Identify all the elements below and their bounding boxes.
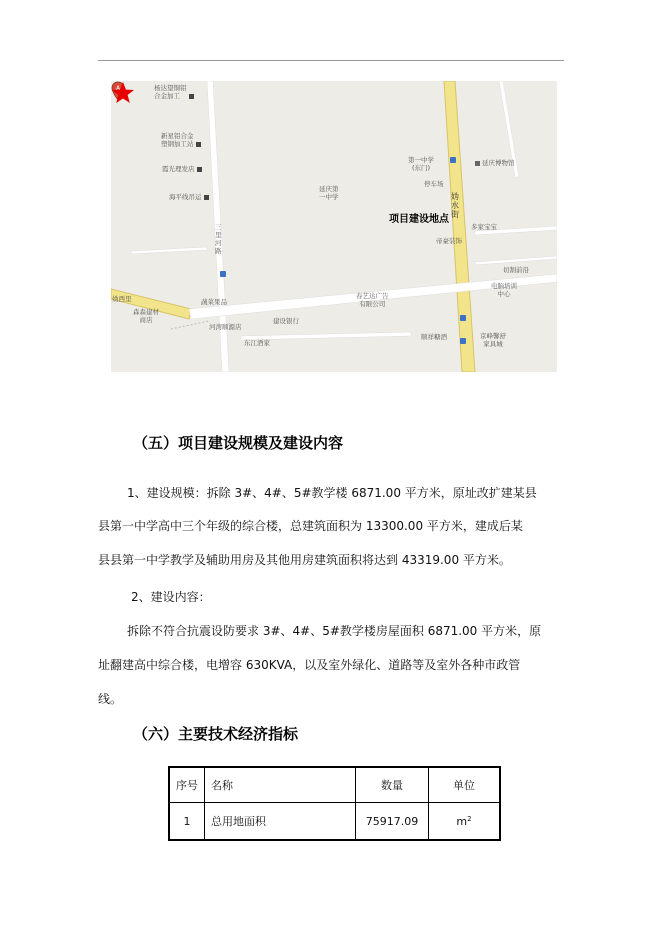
map-label-school-east-gate: 第一中学 (东门) [408, 156, 434, 172]
map-label-west: 妫西里 [112, 295, 132, 303]
header-rule [98, 60, 564, 61]
map-label-duojiabaobao: 多家宝宝 [471, 223, 497, 231]
cell-unit: $m^2$ [429, 803, 501, 841]
cell-name: 总用地面积 [205, 803, 356, 841]
content-paragraph-line-1: 拆除不符合抗震设防要求 3#、4#、5#教学楼房屋面积 6871.00 平方米，原 [127, 624, 542, 638]
location-map[interactable] [111, 81, 557, 372]
map-label-shunxiang: 顺祥糖酒 [421, 333, 447, 341]
map-label-vegetable: 蔬菜果品 [201, 298, 227, 306]
map-poi-icon [460, 338, 466, 344]
map-label-sanli-road: 三里河路 [215, 223, 222, 255]
map-label-parking: 停车场 [424, 180, 444, 188]
map-label-guishui-street: 妫 水 街 [451, 192, 459, 219]
map-label-ccb: 建设银行 [273, 317, 299, 325]
map-label-senlin: 森森建材 商店 [133, 308, 159, 324]
section-6-heading: （六）主要技术经济指标 [133, 725, 299, 743]
map-poi-icon [460, 315, 466, 321]
content-paragraph-line-2: 址翻建高中综合楼，电增容 630KVA，以及室外绿化、道路等及室外各种市政管 [98, 658, 521, 672]
header-cell-unit: 单位 [429, 767, 501, 803]
cell-quantity: 75917.09 [356, 803, 429, 841]
map-label-haiping: 海平线吊运 [169, 193, 209, 201]
map-label-xiaguang: 霞光理发店 [162, 165, 202, 173]
map-label-computer-training: 电脑培训 中心 [491, 282, 517, 298]
map-label-yangda: 杨达望铜铝 合金加工 [154, 84, 194, 100]
cell-no: 1 [169, 803, 205, 841]
content-paragraph-line-3: 线。 [98, 692, 123, 706]
project-site-label: 项目建设地点 [389, 214, 449, 225]
table-header-row [169, 767, 500, 803]
header-cell-name: 名称 [205, 767, 356, 803]
header-cell-quantity: 数量 [356, 767, 429, 803]
scale-paragraph-line-2: 县第一中学高中三个年级的综合楼，总建筑面积为 13300.00 平方米，建成后某 [98, 519, 523, 533]
map-label-dihao: 帝豪装饰 [436, 237, 462, 245]
map-label-xinxing: 新星铝合金 塑钢加工站 [161, 132, 201, 148]
header-cell-no: 序号 [169, 767, 205, 803]
table-row [169, 803, 500, 841]
project-site-star-icon [111, 81, 135, 105]
map-label-dongjiang: 东江酒家 [244, 339, 270, 347]
indicators-table [168, 766, 501, 841]
unit-superscript: 2 [467, 814, 472, 823]
content-title: 2、建设内容： [131, 590, 211, 604]
map-label-yanqing-school: 延庆第 一中学 [319, 185, 339, 201]
map-label-museum: 延庆博物馆 [475, 159, 515, 167]
map-label-jingfeng: 京峰馨舒 家具城 [480, 332, 506, 348]
map-poi-icon [220, 271, 226, 277]
map-poi-icon [450, 157, 456, 163]
map-label-hewan: 河湾顺源店 [209, 323, 242, 331]
map-label-qiege: 切割前沿 [503, 266, 529, 274]
scale-paragraph-line-3: 县县第一中学教学及辅助用房及其他用房建筑面积将达到 43319.00 平方米。 [98, 553, 511, 567]
map-label-chunyi: 春艺达广告 有限公司 [356, 292, 389, 308]
svg-text:A: A [115, 85, 121, 92]
scale-paragraph-line-1: 1、建设规模：拆除 3#、4#、5#教学楼 6871.00 平方米，原址改扩建某县 [127, 486, 537, 500]
section-5-heading: （五）项目建设规模及建设内容 [133, 434, 344, 452]
